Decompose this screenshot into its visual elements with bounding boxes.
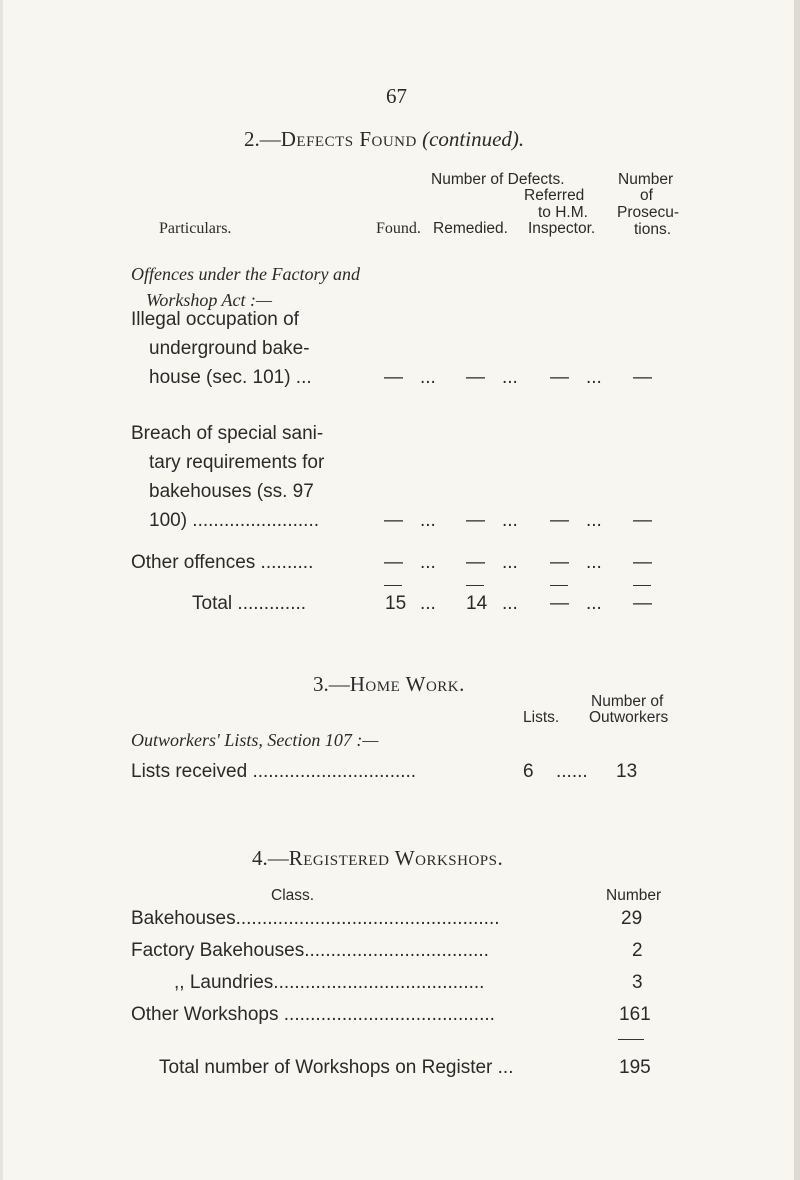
- page-number: 67: [386, 84, 407, 108]
- header-particulars: Particulars.: [159, 220, 232, 237]
- section-4-title: [252, 846, 503, 871]
- row-2-sep-2: ...: [502, 510, 518, 531]
- s3-header-number-2: Outworkers: [589, 709, 669, 726]
- s3-header-number-1: Number of: [591, 693, 664, 710]
- row-3-sep-3: ...: [586, 552, 602, 573]
- s3-header-lists: Lists.: [523, 709, 560, 726]
- header-found: Found.: [376, 220, 421, 237]
- s4-total-label: Total number of Workshops on Register ...: [159, 1057, 514, 1078]
- total-rule-found: [384, 585, 402, 586]
- s4-row-2-value: 2: [632, 940, 643, 961]
- section-2-continued: (continued).: [422, 127, 525, 151]
- total-sep-1: ...: [420, 593, 436, 614]
- row-1-line-2: underground bake-: [149, 338, 310, 359]
- total-sep-2: ...: [502, 593, 518, 614]
- row-2-line-2: tary requirements for: [149, 452, 325, 473]
- section-2-heading: Defects Found: [280, 127, 417, 151]
- total-rule-remedied: [466, 585, 484, 586]
- row-3-referred: —: [550, 552, 569, 573]
- section-3-title: [313, 672, 465, 697]
- header-number-2: of: [640, 187, 653, 204]
- s4-row-1-label: Bakehouses..................................................: [131, 908, 500, 929]
- row-2-referred: —: [550, 510, 569, 531]
- total-prosecutions: —: [633, 593, 652, 614]
- section-2-number: 2.—: [244, 127, 281, 151]
- row-1-sep-1: ...: [420, 367, 436, 388]
- total-referred: —: [550, 593, 569, 614]
- row-2-line-3: bakehouses (ss. 97: [149, 481, 314, 502]
- total-sep-3: ...: [586, 593, 602, 614]
- s4-row-2-label: Factory Bakehouses...................................: [131, 940, 489, 961]
- row-2-line-1: Breach of special sani-: [131, 423, 324, 444]
- header-remedied: Remedied.: [433, 220, 508, 237]
- row-2-remedied: —: [466, 510, 485, 531]
- row-1-found: —: [384, 367, 403, 388]
- row-1-prosecutions: —: [633, 367, 652, 388]
- s4-row-3-label: ,, Laundries........................................: [174, 972, 485, 993]
- header-number-1: Number: [618, 171, 674, 188]
- s3-row-lists: 6: [523, 761, 534, 782]
- section-4-heading: Registered Workshops.: [288, 846, 504, 870]
- s4-total-rule: [618, 1039, 644, 1040]
- s3-row-outworkers: 13: [616, 761, 638, 782]
- row-3-remedied: —: [466, 552, 485, 573]
- section-3-number: 3.—: [313, 672, 350, 696]
- row-1-sep-2: ...: [502, 367, 518, 388]
- row-3-line-1: Other offences ..........: [131, 552, 314, 573]
- s4-row-4-label: Other Workshops ........................................: [131, 1004, 495, 1025]
- total-remedied: 14: [466, 593, 488, 614]
- s4-row-1-value: 29: [621, 908, 643, 929]
- row-2-prosecutions: —: [633, 510, 652, 531]
- row-2-found: —: [384, 510, 403, 531]
- header-inspector: Inspector.: [528, 220, 596, 237]
- row-1-line-1: Illegal occupation of: [131, 309, 299, 330]
- total-rule-prosecutions: [633, 585, 651, 586]
- page-left-edge: [0, 0, 3, 1180]
- row-2-sep-1: ...: [420, 510, 436, 531]
- total-found: 15: [385, 593, 407, 614]
- s3-row-dots: ......: [556, 761, 588, 782]
- row-1-referred: —: [550, 367, 569, 388]
- section-2-title: [244, 127, 524, 152]
- header-referred-1: Referred: [524, 187, 585, 204]
- s3-subheading: Outworkers' Lists, Section 107 :—: [131, 730, 379, 750]
- page-right-edge: [794, 0, 800, 1180]
- row-3-prosecutions: —: [633, 552, 652, 573]
- s4-header-number: Number: [606, 887, 662, 904]
- row-1-sep-3: ...: [586, 367, 602, 388]
- header-number-4: tions.: [634, 221, 672, 238]
- s3-row-label: Lists received ...............................: [131, 761, 417, 782]
- header-number-3: Prosecu-: [617, 204, 680, 221]
- row-3-sep-1: ...: [420, 552, 436, 573]
- total-rule-referred: [550, 585, 568, 586]
- s4-row-4-value: 161: [619, 1004, 651, 1025]
- total-label: Total .............: [192, 593, 307, 614]
- group-heading-line-2: Workshop Act :—: [146, 290, 272, 310]
- row-3-sep-2: ...: [502, 552, 518, 573]
- s4-row-3-value: 3: [632, 972, 643, 993]
- section-4-number: 4.—: [252, 846, 289, 870]
- s4-header-class: Class.: [271, 887, 315, 904]
- row-2-line-4: 100) ........................: [149, 510, 319, 531]
- row-1-line-3: house (sec. 101) ...: [149, 367, 312, 388]
- header-referred-2: to H.M.: [538, 204, 588, 221]
- row-1-remedied: —: [466, 367, 485, 388]
- row-3-found: —: [384, 552, 403, 573]
- section-3-heading: Home Work.: [349, 672, 465, 696]
- group-heading-line-1: Offences under the Factory and: [131, 264, 360, 284]
- row-2-sep-3: ...: [586, 510, 602, 531]
- header-number-of-defects: Number of Defects.: [431, 171, 565, 188]
- s4-total-value: 195: [619, 1057, 651, 1078]
